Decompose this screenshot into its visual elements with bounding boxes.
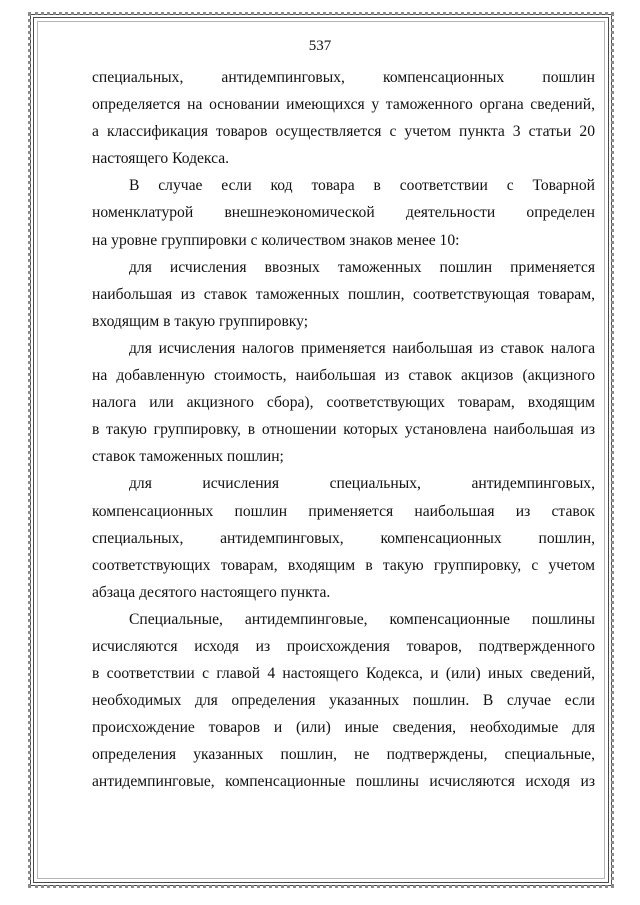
- text-line: соответствующих товарам, входящим в такую группировку, с учетом: [92, 556, 595, 574]
- text-line: а классификация товаров осуществляется с учетом пункта 3 статьи 20: [92, 123, 595, 141]
- paragraph-import-duties: [92, 254, 595, 335]
- text-line: налога или акцизного сбора), соответствующих товарам, входящим: [92, 394, 595, 412]
- text-line: определения указанных пошлин, не подтверждены, специальные,: [92, 746, 595, 764]
- text-line: антидемпинговые, компенсационные пошлины исчисляются исходя из: [92, 773, 595, 791]
- text-line: для исчисления специальных, антидемпинговых,: [129, 475, 595, 493]
- text-line: на добавленную стоимость, наибольшая из ставок акцизов (акцизного: [92, 367, 595, 385]
- text-line: происхождение товаров и (или) иные сведения, необходимые для: [92, 719, 595, 737]
- text-line: компенсационных пошлин применяется наибольшая из ставок: [92, 502, 595, 520]
- paragraph-taxes: [92, 335, 595, 470]
- text-line: в такую группировку, в отношении которых установлена наибольшая из: [92, 421, 595, 439]
- text-line: ставок таможенных пошлин;: [92, 448, 284, 466]
- text-line: необходимых для определения указанных пошлин. В случае если: [92, 692, 595, 710]
- text-line: входящим в такую группировку;: [92, 312, 309, 330]
- text-line: настоящего Кодекса.: [92, 150, 230, 168]
- text-line: В случае если код товара в соответствии с Товарной: [129, 177, 595, 195]
- text-line: на уровне группировки с количеством знаков менее 10:: [92, 231, 460, 249]
- text-line: номенклатурой внешнеэкономической деятельности определен: [92, 204, 595, 222]
- text-line: исчисляются исходя из происхождения товаров, подтвержденного: [92, 637, 595, 655]
- text-line: наибольшая из ставок таможенных пошлин, соответствующая товарам,: [92, 285, 595, 303]
- paragraph-continuation: [92, 64, 595, 172]
- text-line: специальных, антидемпинговых, компенсационных пошлин: [92, 69, 595, 86]
- paragraph-code-group: [92, 172, 595, 253]
- page-number: 537: [308, 38, 332, 54]
- text-line: для исчисления налогов применяется наибольшая из ставок налога: [129, 339, 595, 357]
- text-line: абзаца десятого настоящего пункта.: [92, 583, 331, 601]
- document-body: [92, 64, 595, 796]
- text-line: определяется на основании имеющихся у таможенного органа сведений,: [92, 96, 595, 114]
- text-line: Специальные, антидемпинговые, компенсационные пошлины: [129, 610, 595, 628]
- paragraph-special-duties: [92, 470, 595, 605]
- text-line: для исчисления ввозных таможенных пошлин применяется: [129, 258, 595, 276]
- paragraph-origin: [92, 606, 595, 796]
- text-line: специальных, антидемпинговых, компенсационных пошлин,: [92, 529, 595, 547]
- text-line: в соответствии с главой 4 настоящего Кодекса, и (или) иных сведений,: [92, 665, 595, 683]
